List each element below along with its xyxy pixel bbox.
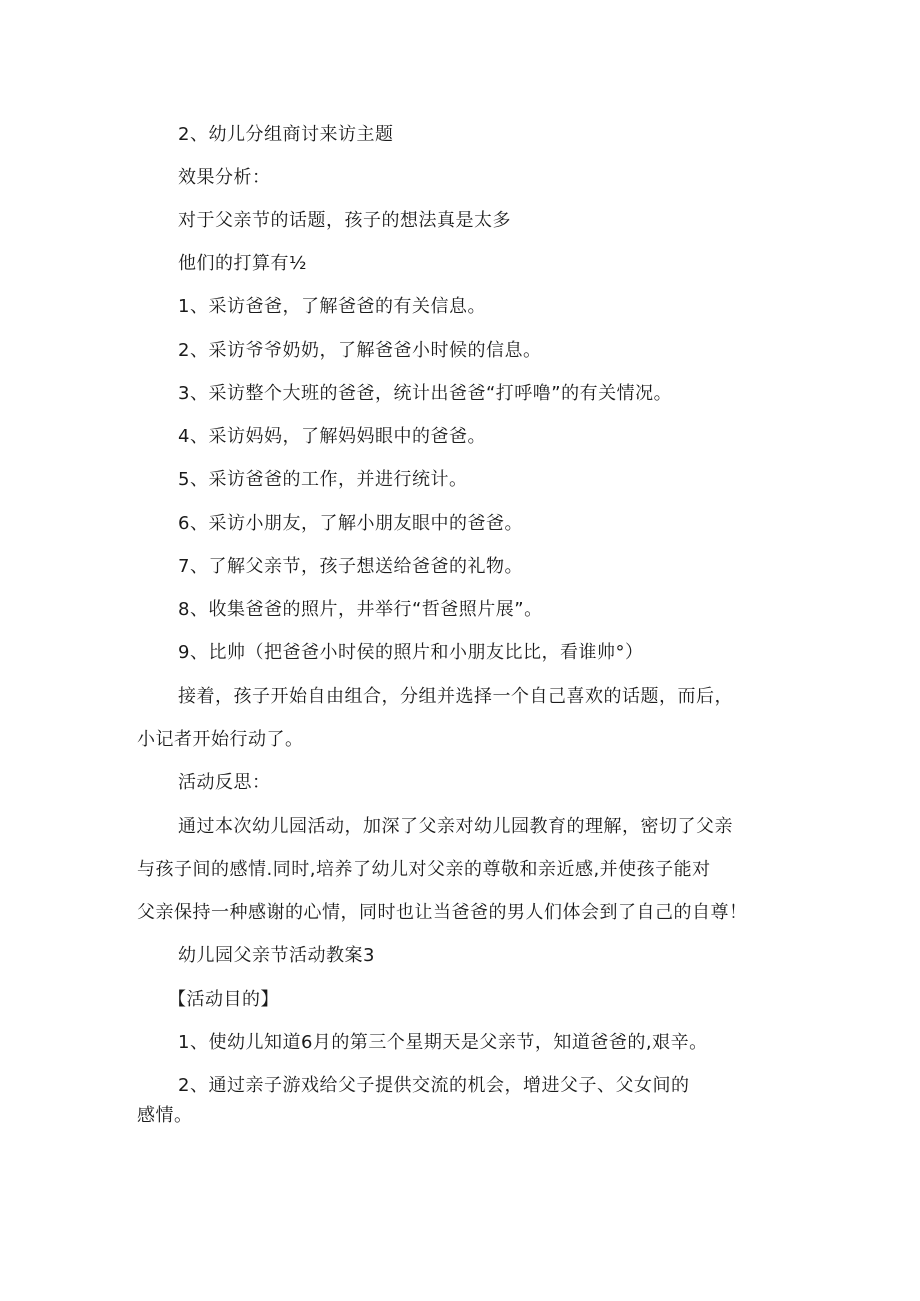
list-item: 5、采访爸爸的工作，并进行统计。 — [178, 469, 468, 490]
section-title: 幼儿园父亲节活动教案3 — [178, 945, 375, 966]
list-item: 4、采访妈妈，了解妈妈眼中的爸爸。 — [178, 426, 486, 447]
paragraph-line: 接着，孩子开始自由组合，分组并选择一个自己喜欢的话题，而后， — [178, 686, 733, 707]
text-line: 他们的打算有½ — [178, 253, 307, 274]
list-item: 1、采访爸爸，了解爸爸的有关信息。 — [178, 296, 486, 317]
text-line: 2、幼儿分组商讨来访主题 — [178, 124, 394, 145]
section-label: 活动反思： — [178, 772, 271, 793]
paragraph-line: 小记者开始行动了。 — [137, 729, 304, 750]
section-label: 效果分析： — [178, 167, 271, 188]
text-line: 对于父亲节的话题，孩子的想法真是太多 — [178, 210, 511, 231]
list-item: 7、了解父亲节，孩子想送给爸爸的礼物。 — [178, 556, 523, 577]
list-item-continuation: 感情。 — [137, 1105, 193, 1126]
list-item: 9、比帅（把爸爸小时侯的照片和小朋友比比，看谁帅°） — [178, 642, 644, 663]
paragraph-line: 通过本次幼儿园活动，加深了父亲对幼儿园教育的理解，密切了父亲 — [178, 816, 733, 837]
paragraph-line: 与孩子间的感情.同时,培养了幼儿对父亲的尊敬和亲近感,并使孩子能对 — [137, 859, 711, 880]
list-item: 6、采访小朋友，了解小朋友眼中的爸爸。 — [178, 513, 523, 534]
paragraph-line: 父亲保持一种感谢的心情，同时也让当爸爸的男人们体会到了自己的自尊！ — [137, 902, 748, 923]
list-item: 8、收集爸爸的照片，井举行“哲爸照片展”。 — [178, 599, 543, 620]
list-item: 1、使幼儿知道6月的第三个星期天是父亲节，知道爸爸的,艰辛。 — [178, 1032, 708, 1053]
list-item: 3、采访整个大班的爸爸，统计出爸爸“打呼噜”的有关情况。 — [178, 383, 673, 404]
section-heading: 【活动目的】 — [168, 989, 279, 1010]
list-item: 2、通过亲子游戏给父子提供交流的机会，增进父子、父女间的 — [178, 1075, 690, 1096]
list-item: 2、采访爷爷奶奶，了解爸爸小时候的信息。 — [178, 340, 542, 361]
